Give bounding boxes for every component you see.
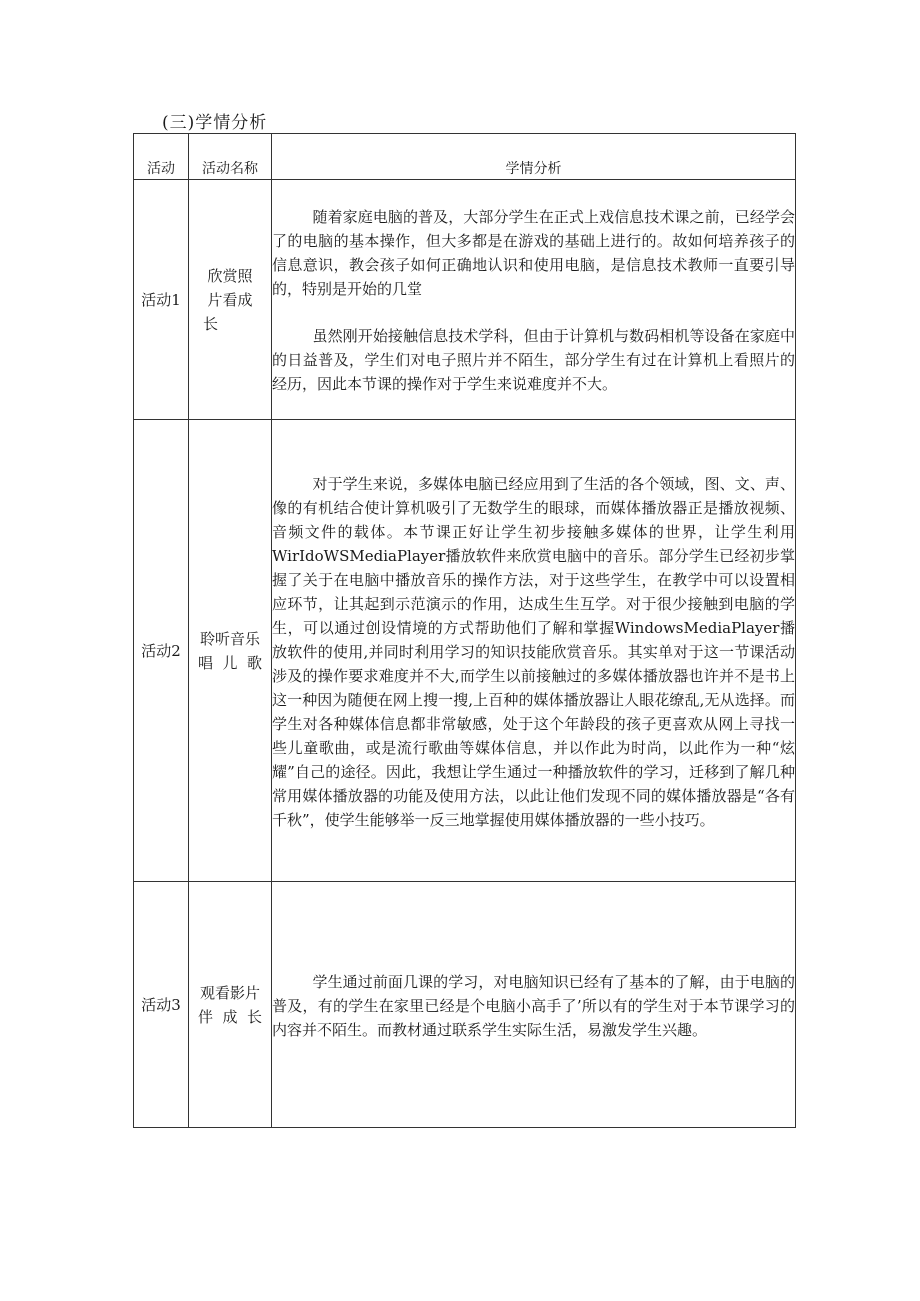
analysis-cell xyxy=(272,180,796,420)
activity-name xyxy=(189,882,272,1128)
activity-name-text: 观看影片伴成长 xyxy=(198,983,262,1026)
table-header-row xyxy=(134,134,796,180)
analysis-paragraph: 对于学生来说，多媒体电脑已经应用到了生活的各个领域，图、文、声、像的有机结合使计算机吸引了无数学生的眼球，而媒体播放器正是播放视频、音频文件的载体。本节课正好让学生初步接触多媒体的世界，让学生利用WirIdoWSMediaPlayer播放软件来欣赏电脑中的音乐。部分学生已经初步掌握了关于在电脑中播放音乐的操作方法，对于这些学生，在教学中可以设置相应环节，让其起到示范演示的作用，达成生生互学。对于很少接触到电脑的学生，可以通过创设情境的方式帮助他们了解和掌握WindowsMediaPlayer播放软件的使用,并同时利用学习的知识技能欣赏音乐。其实单对于这一节课活动涉及的操作要求难度并不大,而学生以前接触过的多媒体播放器也许并不是书上这一种因为随便在网上搜一搜,上百种的媒体播放器让人眼花缭乱,无从选择。而学生对各种媒体信息都非常敏感，处于这个年龄段的孩子更喜欢从网上寻找一些儿童歌曲，或是流行歌曲等媒体信息，并以作此为时尚，以此作为一种“炫耀”自己的途径。因此，我想让学生通过一种播放软件的学习，迁移到了解几种常用媒体播放器的功能及使用方法，以此让他们发现不同的媒体播放器是“各有千秋”，使学生能够举一反三地掌握使用媒体播放器的一些小技巧。 xyxy=(272,474,795,829)
header-activity-name: 活动名称 xyxy=(189,134,272,180)
table-row xyxy=(134,882,796,1128)
activity-name-text: 聆听音乐唱儿歌 xyxy=(198,629,262,672)
table-row xyxy=(134,180,796,420)
section-title: (三)学情分析 xyxy=(162,113,268,133)
analysis-cell xyxy=(272,420,796,882)
analysis-cell xyxy=(272,882,796,1128)
header-activity: 活动 xyxy=(134,134,189,180)
activity-name-text: 欣赏照片看成长 xyxy=(203,266,253,333)
analysis-paragraph: 学生通过前面几课的学习，对电脑知识已经有了基本的了解，由于电脑的普及，有的学生在家里已经是个电脑小高手了’所以有的学生对于本节课学习的内容并不陌生。而教材通过联系学生实际生活，易激发学生兴趣。 xyxy=(272,972,795,1039)
activity-label: 活动3 xyxy=(134,882,189,1128)
activity-label: 活动1 xyxy=(134,180,189,420)
header-analysis: 学情分析 xyxy=(272,134,796,180)
activity-label: 活动2 xyxy=(134,420,189,882)
learning-analysis-table xyxy=(133,133,796,1128)
table-row xyxy=(134,420,796,882)
activity-name xyxy=(189,420,272,882)
analysis-paragraph: 随着家庭电脑的普及，大部分学生在正式上戏信息技术课之前，已经学会了的电脑的基本操作，但大多都是在游戏的基础上进行的。故如何培养孩子的信息意识，教会孩子如何正确地认识和使用电脑，是信息技术教师一直要引导的，特别是开始的几堂 xyxy=(272,208,795,298)
activity-name xyxy=(189,180,272,420)
analysis-paragraph: 虽然刚开始接触信息技术学科，但由于计算机与数码相机等设备在家庭中的日益普及，学生们对电子照片并不陌生，部分学生有过在计算机上看照片的经历，因此本节课的操作对于学生来说难度并不大。 xyxy=(272,327,795,393)
